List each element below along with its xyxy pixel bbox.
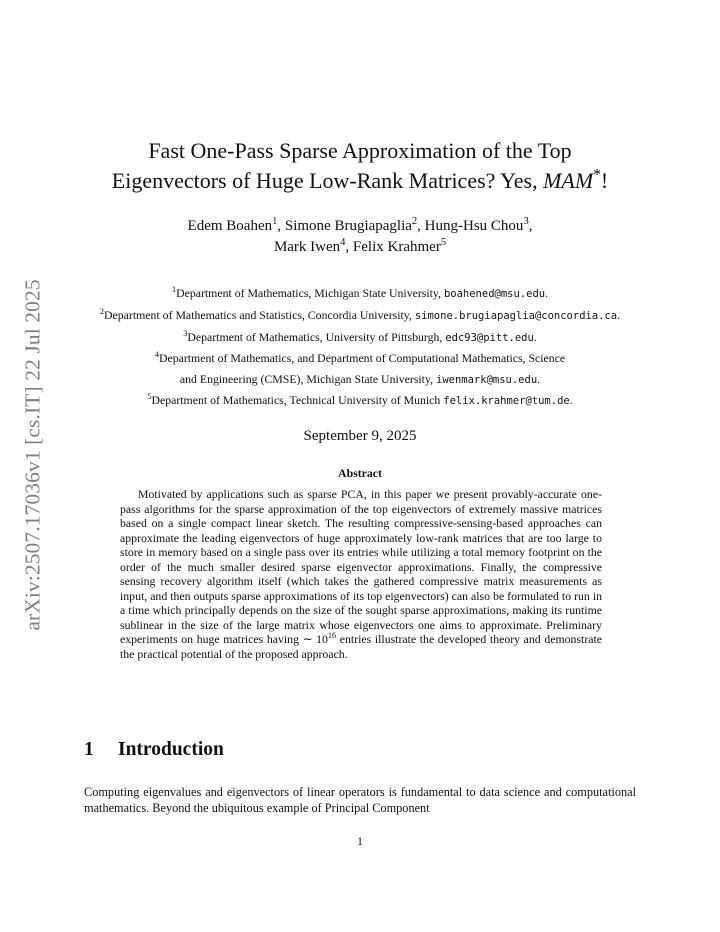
author-name: Felix Krahmer	[352, 239, 441, 255]
title-line-1: Fast One-Pass Sparse Approximation of the Top	[148, 138, 572, 163]
email-address: boahened@msu.edu	[443, 288, 546, 300]
affiliation-line: $^4$Department of Mathematics, and Department of Computational Mathematics, Science	[154, 350, 566, 365]
abstract-body: Motivated by applications such as sparse PCA, in this paper we present provably-accurate one-pass algorithms for the sparse approximation of the top eigenvectors of extremely massive matrices based on a single compact linear sketch. The resulting compressive-sensing-based approaches can approximate the leading eigenvectors of huge approximately low-rank matrices that are too large to store in memory based on a single pass over its entries while utilizing a total memory footprint on the order of the much smaller desired sparse eigenvector approximations. Finally, the compressive sensing recovery algorithm itself (which takes the gathered compressive matrix measurements as input, and then outputs sparse approximations of its top eigenvectors) can also be formulated to run in a time which principally depends on the size of the sought sparse approximations, making its runtime sublinear in the size of the large matrix whose eigenvectors one aims to approximate. Preliminary experiments on huge matrices having ∼ $10^{16}$ entries illustrate the developed theory and demonstrate the practical potential of the proposed approach.	[120, 487, 602, 662]
arxiv-identifier-stamp: arXiv:2507.17036v1 [cs.IT] 22 Jul 2025	[20, 279, 45, 631]
affiliation-line: $^3$Department of Mathematics, University of Pittsburgh, edc93@pitt.edu.	[183, 329, 537, 344]
author-name: Hung-Hsu Chou	[424, 218, 524, 234]
publication-date: September 9, 2025	[303, 428, 417, 444]
affiliation-line: $^1$Department of Mathematics, Michigan State University, boahened@msu.edu.	[171, 285, 549, 300]
email-address: simone.brugiapaglia@concordia.ca	[414, 310, 618, 322]
section-title: Introduction	[118, 739, 224, 760]
email-address: felix.krahmer@tum.de	[443, 395, 570, 407]
page-number: 1	[357, 836, 363, 848]
affiliation-line: $^5$Department of Mathematics, Technical University of Munich felix.krahmer@tum.de.	[147, 392, 573, 407]
author-name: Edem Boahen	[187, 218, 273, 234]
abstract-heading: Abstract	[338, 466, 382, 480]
title-math-mam: MAM	[543, 168, 594, 193]
section-number: 1	[84, 739, 94, 760]
author-name: Mark Iwen	[273, 239, 341, 255]
affiliation-line: and Engineering (CMSE), Michigan State University, iwenmark@msu.edu.	[179, 372, 541, 386]
section-heading	[84, 739, 224, 761]
title-line-2: Eigenvectors of Huge Low-Rank Matrices? Yes, MAM*!	[111, 166, 609, 193]
paper-title	[0, 136, 720, 196]
author-name: Simone Brugiapaglia	[284, 218, 412, 234]
introduction-paragraph: Computing eigenvalues and eigenvectors of linear operators is fundamental to data science and computational mathematics. Beyond the ubiquitous example of Principal Component	[84, 785, 636, 815]
author-list: Edem Boahen$^1$, Simone Brugiapaglia$^2$, Hung-Hsu Chou$^3$, Mark Iwen$^4$, Felix Krahmer$^5$	[187, 216, 533, 255]
email-address: iwenmark@msu.edu	[436, 374, 538, 386]
affiliation-line: $^2$Department of Mathematics and Statistics, Concordia University, simone.brugiapaglia@concordia.ca.	[99, 307, 621, 322]
email-address: edc93@pitt.edu	[445, 332, 534, 344]
